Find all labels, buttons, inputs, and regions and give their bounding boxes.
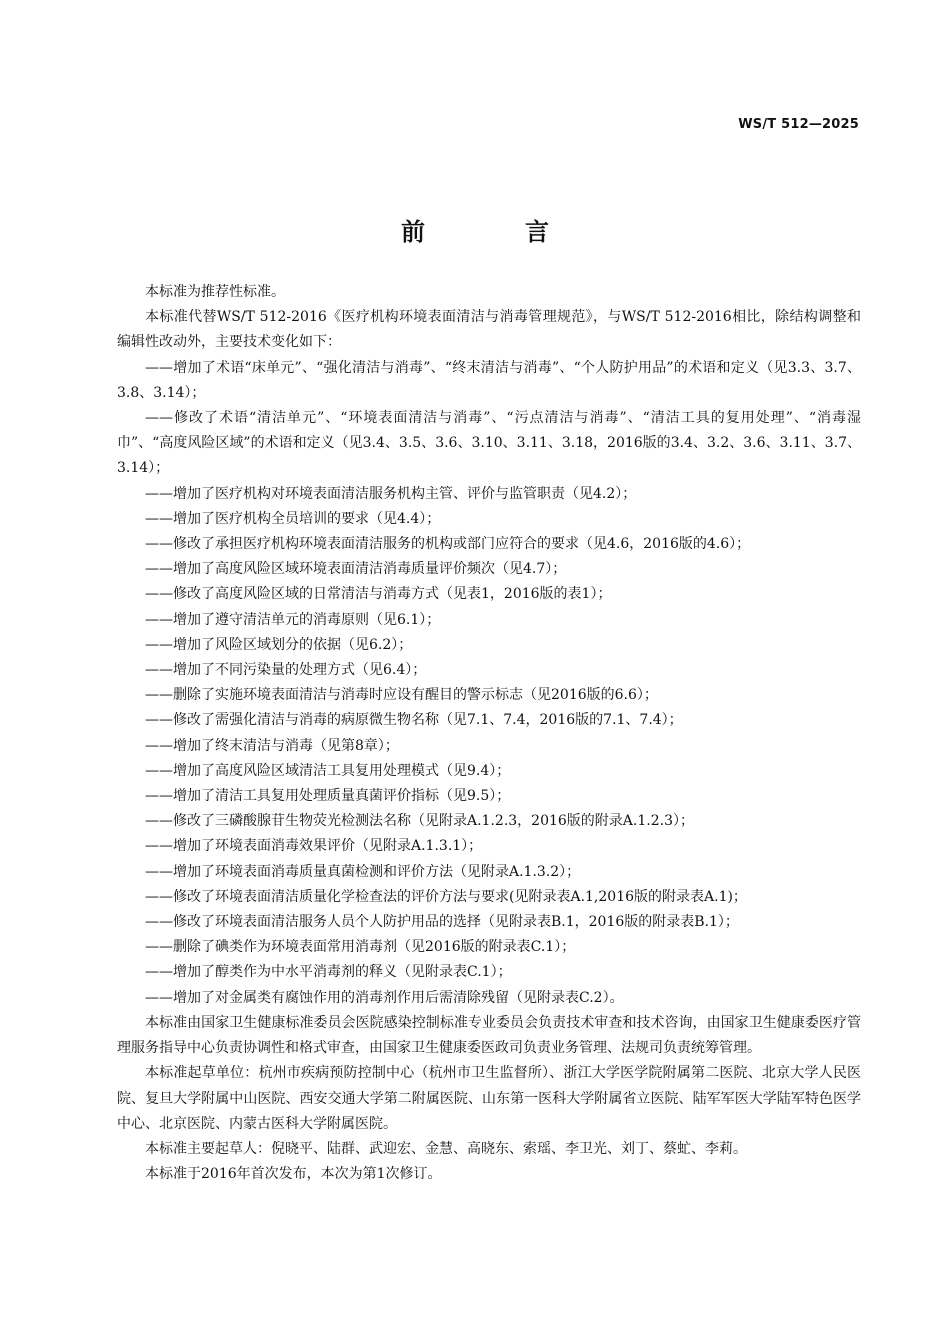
list-item: ——增加了术语“床单元”、“强化清洁与消毒”、“终末清洁与消毒”、“个人防护用品”的术语和定义（见3.3、3.7、3.8、3.14）； (117, 359, 861, 401)
paragraph-replacement: 本标准代替WS/T 512-2016《医疗机构环境表面清洁与消毒管理规范》，与WS/T 512-2016相比，除结构调整和编辑性改动外，主要技术变化如下： (117, 309, 861, 351)
list-item: ——删除了碘类作为环境表面常用消毒剂（见2016版的附录表C.1）； (145, 939, 576, 956)
list-item: ——增加了风险区域划分的依据（见6.2）； (145, 636, 413, 653)
paragraph-drafters: 本标准主要起草人：倪晓平、陆群、武迎宏、金慧、高晓东、索瑶、李卫光、刘丁、蔡虻、李莉。 (145, 1140, 747, 1157)
list-item: ——修改了环境表面清洁质量化学检查法的评价方法与要求(见附录表A.1,2016版的附录表A.1)； (145, 888, 747, 905)
standard-code: WS/T 512—2025 (738, 117, 859, 132)
page-title: 前 言 (401, 218, 587, 246)
list-item: ——增加了遵守清洁单元的消毒原则（见6.1）； (145, 611, 441, 628)
list-item: ——增加了环境表面消毒质量真菌检测和评价方法（见附录A.1.3.2）； (145, 863, 581, 880)
list-item: ——增加了医疗机构全员培训的要求（见4.4）； (145, 510, 441, 527)
list-item: ——修改了承担医疗机构环境表面清洁服务的机构或部门应符合的要求（见4.6，2016版的4.6）； (145, 536, 751, 553)
paragraph-history: 本标准于2016年首次发布，本次为第1次修订。 (145, 1166, 442, 1183)
paragraph-drafting-units: 本标准起草单位：杭州市疾病预防控制中心（杭州市卫生监督所）、浙江大学医学院附属第二医院、北京大学人民医院、复旦大学附属中山医院、西安交通大学第二附属医院、山东第一医科大学附属省立医院、陆军军医大学陆军特色医学中心、北京医院、内蒙古医科大学附属医院。 (117, 1065, 861, 1132)
list-item: ——修改了环境表面清洁服务人员个人防护用品的选择（见附录表B.1，2016版的附录表B.1）； (145, 914, 739, 931)
list-item: ——修改了高度风险区域的日常清洁与消毒方式（见表1，2016版的表1）； (145, 586, 612, 603)
paragraph-review: 本标准由国家卫生健康标准委员会医院感染控制标准专业委员会负责技术审查和技术咨询，由国家卫生健康委医疗管理服务指导中心负责协调性和格式审查，由国家卫生健康委医政司负责业务管理、法规司负责统筹管理。 (117, 1014, 861, 1057)
list-item: ——增加了对金属类有腐蚀作用的消毒剂作用后需清除残留（见附录表C.2）。 (145, 989, 624, 1006)
list-item: ——增加了终末清洁与消毒（见第8章）； (145, 737, 399, 754)
paragraph-recommended: 本标准为推荐性标准。 (145, 284, 285, 300)
list-item: ——修改了三磷酸腺苷生物荧光检测法名称（见附录A.1.2.3，2016版的附录A.1.2.3）； (145, 813, 694, 830)
list-item: ——修改了需强化清洁与消毒的病原微生物名称（见7.1、7.4，2016版的7.1、7.4）； (145, 712, 683, 729)
list-item: ——修改了术语“清洁单元”、“环境表面清洁与消毒”、“污点清洁与消毒”、“清洁工具的复用处理”、“消毒湿巾”、“高度风险区域”的术语和定义（见3.4、3.5、3.6、3.10、3.11、3.18，2016版的3.4、3.2、3.6、3.11、3.7、3.14）； (117, 410, 861, 477)
list-item: ——增加了环境表面消毒效果评价（见附录A.1.3.1）； (145, 838, 483, 855)
foreword-body (117, 280, 861, 1187)
list-item: ——增加了高度风险区域清洁工具复用处理模式（见9.4）； (145, 762, 511, 779)
list-item: ——增加了不同污染量的处理方式（见6.4）； (145, 662, 427, 679)
technical-changes-list (117, 356, 861, 1011)
list-item: ——增加了医疗机构对环境表面清洁服务机构主管、评价与监管职责（见4.2）； (145, 485, 637, 502)
list-item: ——增加了醇类作为中水平消毒剂的释义（见附录表C.1）； (145, 964, 512, 981)
list-item: ——删除了实施环境表面清洁与消毒时应设有醒目的警示标志（见2016版的6.6）； (145, 687, 658, 704)
list-item: ——增加了高度风险区域环境表面清洁消毒质量评价频次（见4.7）； (145, 561, 567, 578)
list-item: ——增加了清洁工具复用处理质量真菌评价指标（见9.5）； (145, 788, 511, 805)
